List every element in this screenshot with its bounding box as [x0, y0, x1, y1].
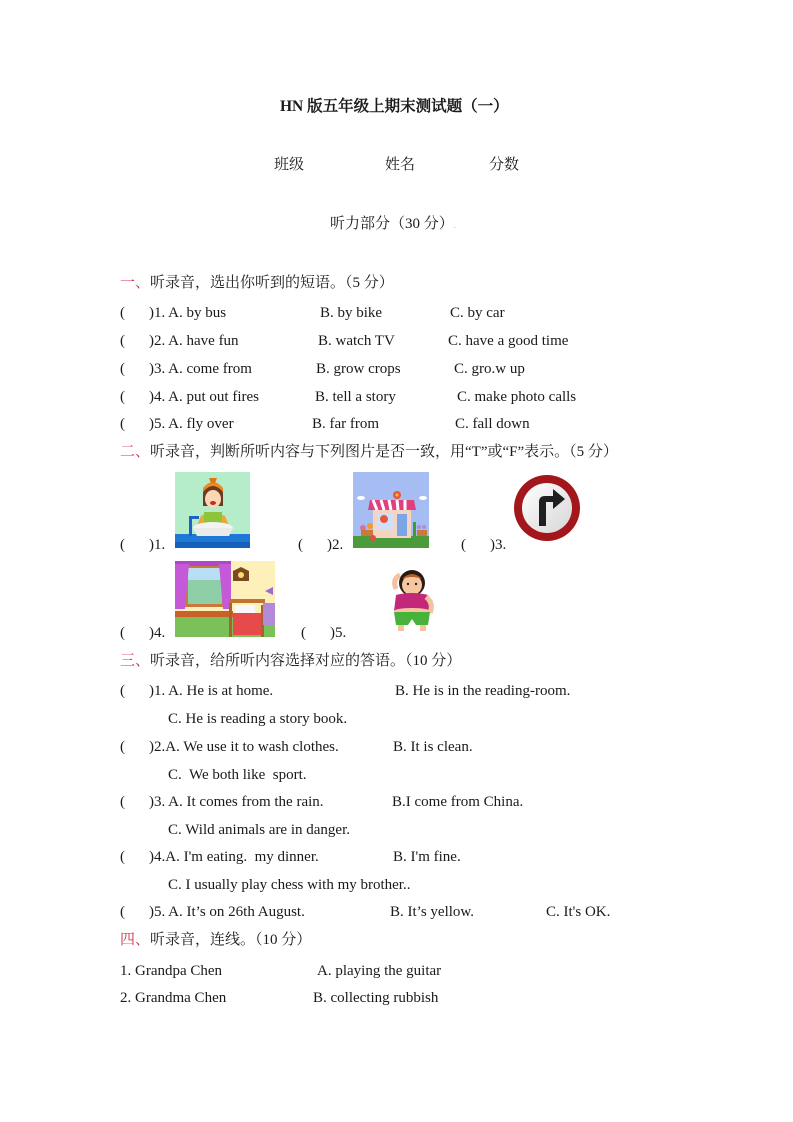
option-b: B. grow crops: [316, 361, 401, 377]
answer-paren[interactable]: (: [120, 794, 125, 810]
option-b: B. watch TV: [318, 333, 395, 349]
item-label: )3.: [490, 537, 507, 553]
option-a: )5. A. fly over: [149, 416, 234, 432]
answer-paren[interactable]: (: [120, 625, 125, 641]
section2-number: 二、: [120, 444, 151, 460]
match-left-1[interactable]: 1. Grandpa Chen: [120, 963, 223, 979]
part-heading-dot: .: [453, 220, 457, 230]
page-title: HN 版五年级上期末测试题（一）: [280, 98, 509, 115]
option-c: C. fall down: [455, 416, 530, 432]
option-b: B. far from: [312, 416, 380, 432]
answer-paren[interactable]: (: [120, 537, 125, 553]
bedroom-image: [175, 561, 275, 637]
option-b: B. I'm fine.: [393, 849, 461, 865]
part-heading: [330, 215, 456, 234]
part-heading-text: 听力部分（30 分）: [330, 216, 454, 232]
section3-heading: [120, 652, 461, 670]
option-b: B. by bike: [320, 305, 383, 321]
option-a: )3. A. It comes from the rain.: [149, 794, 324, 810]
answer-paren[interactable]: (: [120, 849, 125, 865]
fat-child-image: [388, 567, 438, 633]
answer-paren[interactable]: (: [120, 904, 125, 920]
option-a: )3. A. come from: [149, 361, 252, 377]
option-c: C. I usually play chess with my brother..: [168, 877, 411, 893]
option-a: )2. A. have fun: [149, 333, 239, 349]
item-label: )1.: [149, 537, 166, 553]
girl-washing-clothes-image: [175, 472, 250, 548]
option-c: C. by car: [450, 305, 505, 321]
field-name: 姓名: [385, 157, 416, 173]
section3-instruction: 听录音，给所听内容选择对应的答语。（10 分）: [150, 653, 462, 669]
answer-paren[interactable]: (: [120, 683, 125, 699]
option-c: C. have a good time: [448, 333, 569, 349]
flower-shop-image: [353, 472, 429, 548]
option-a: )5. A. It’s on 26th August.: [149, 904, 305, 920]
item-label: )5.: [330, 625, 347, 641]
section4-heading: [120, 931, 311, 949]
option-b: B.I come from China.: [392, 794, 524, 810]
answer-paren[interactable]: (: [120, 333, 125, 349]
option-a: )2.A. We use it to wash clothes.: [149, 739, 339, 755]
option-b: B. tell a story: [315, 389, 396, 405]
option-c: C. We both like sport.: [168, 767, 307, 783]
turn-right-sign-image: [513, 474, 581, 542]
answer-paren[interactable]: (: [120, 739, 125, 755]
option-b: B. It’s yellow.: [390, 904, 475, 920]
section1-instruction: 听录音，选出你听到的短语。（5 分）: [150, 275, 394, 291]
section1-heading: [120, 274, 394, 292]
option-a: )1. A. He is at home.: [149, 683, 274, 699]
field-score: 分数: [489, 157, 520, 173]
option-a: )1. A. by bus: [149, 305, 227, 321]
item-label: )4.: [149, 625, 166, 641]
answer-paren[interactable]: (: [301, 625, 306, 641]
field-class: 班级: [274, 157, 305, 173]
option-c: C. make photo calls: [457, 389, 577, 405]
answer-paren[interactable]: (: [120, 361, 125, 377]
option-b: B. It is clean.: [393, 739, 473, 755]
section1-number: 一、: [120, 275, 151, 291]
answer-paren[interactable]: (: [120, 389, 125, 405]
answer-paren[interactable]: (: [461, 537, 466, 553]
section3-number: 三、: [120, 653, 151, 669]
match-right-b[interactable]: B. collecting rubbish: [313, 990, 439, 1006]
option-c: C. It's OK.: [546, 904, 611, 920]
answer-paren[interactable]: (: [120, 416, 125, 432]
option-a: )4. A. put out fires: [149, 389, 259, 405]
section4-instruction: 听录音，连线。（10 分）: [150, 932, 312, 948]
option-c: C. Wild animals are in danger.: [168, 822, 350, 838]
section4-number: 四、: [120, 932, 151, 948]
option-a: )4.A. I'm eating. my dinner.: [149, 849, 319, 865]
answer-paren[interactable]: (: [120, 305, 125, 321]
section2-instruction: 听录音，判断所听内容与下列图片是否一致，用“T”或“F”表示。（5 分）: [150, 444, 618, 460]
option-b: B. He is in the reading-room.: [395, 683, 571, 699]
item-label: )2.: [327, 537, 344, 553]
answer-paren[interactable]: (: [298, 537, 303, 553]
section2-heading: [120, 443, 618, 461]
option-c: C. He is reading a story book.: [168, 711, 348, 727]
option-c: C. gro.w up: [454, 361, 525, 377]
match-right-a[interactable]: A. playing the guitar: [317, 963, 442, 979]
match-left-2[interactable]: 2. Grandma Chen: [120, 990, 227, 1006]
